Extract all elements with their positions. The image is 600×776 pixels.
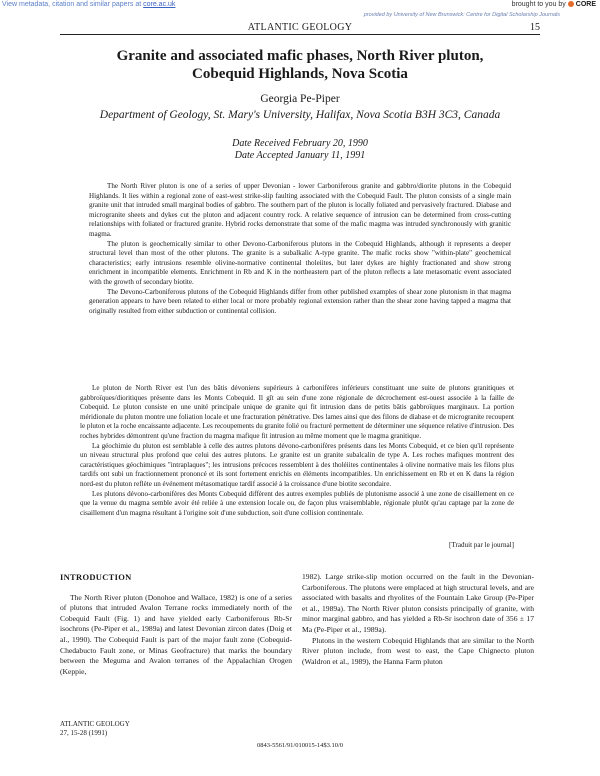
core-banner [0, 0, 600, 9]
body-column-left [60, 572, 292, 677]
body-paragraph: Plutons in the western Cobequid Highlands that are similar to the North River pluton include, from west to east, the Cape Chignecto pluton (Waldron et al., 1989), the Hanna Farm pluton [302, 635, 534, 666]
resume-paragraph: La géochimie du pluton est semblable à celle des autres plutons dévono-carbonifères présents dans les Monts Cobequid, et ce bien qu'il représente un niveau structural plus profond que celui des autres plutons. Le granite est un granite subalcalin de type A. Les roches mafiques montrent des caractéristiques géochimiques "intraplaques"; les intrusions précoces ressemblent à des tholéiites continentales à olivine normative mais les filons plus tardifs ont subi un fractionnement prononcé et ils sont fortement enrichis en éléments incompatibles. Un enrichissement en Rb et en K dans la région nord-est du pluton reflète un événement métasomatique tardif associé à la croissance d'une biotite secondaire. [80, 441, 514, 488]
abstract-paragraph: The North River pluton is one of a series of upper Devonian - lower Carboniferous granite and gabbro/diorite plutons in the Cobequid Highlands. It lies within a regional zone of east-west strike-slip faulting associated with the Cobequid Fault. The pluton consists of a single main granite unit that intruded small marginal bodies of gabbro. The southern part of the pluton is locally foliated and pervasively fractured. Diabase and microgranite sheets and dykes cut the pluton and adjacent country rock. A relative sequence of intrusion can be determined from cross-cutting relationships with foliated or fractured granite. Hybrid rocks demonstrate that some of the mafic magma was intruded synchronously with granitic magma. [89, 182, 511, 238]
footer-journal-name: ATLANTIC GEOLOGY [60, 720, 130, 728]
translator-note: [Traduit par le journal] [449, 541, 514, 549]
author: Georgia Pe-Piper [260, 93, 340, 105]
core-banner-text: View metadata, citation and similar papers at [2, 1, 142, 8]
running-header-journal: ATLANTIC GEOLOGY [247, 22, 353, 33]
paper-title-line2: Cobequid Highlands, Nova Scotia [192, 66, 408, 82]
core-logo-icon [568, 1, 574, 7]
resume-paragraph: Le pluton de North River est l'un des bâtis dévoniens supérieurs à carbonifères inférieurs constituant une suite de plutons granitiques et gabbroïques/dioritiques présente dans les Monts Cobequid. Il gît au sein d'une zone régionale de décrochement est-ouest associée à la faille de Cobequid. Le pluton consiste en une unité principale unique de granite qui fit intrusion dans de petits bâtis gabbroïques marginaux. La portion méridionale du pluton montre une foliation locale et une fracturation pénétrative. Des lames ainsi que des filons de diabase et de microgranite recoupent le pluton et la roche encaissante adjacente. Les recoupements du granite folié ou fracturé permettent de déterminer une séquence relative d'intrusion. Des roches hybrides démontrent qu'une fraction du magma mafique fit intrusion au même moment que le magma granitique. [80, 384, 515, 440]
provided-by-link[interactable]: provided by University of New Brunswick: Centre for Digital Scholarship Journals [363, 12, 560, 18]
resume-french [80, 384, 514, 518]
header-rule [60, 34, 540, 35]
dates [60, 138, 540, 162]
paper-title [60, 47, 540, 83]
body-paragraph: 1982). Large strike-slip motion occurred on the fault in the Devonian-Carboniferous. The plutons were emplaced at high structural levels, and are associated with basalts and rhyolites of the Fountain Lake Group (Pe-Piper et al., 1989a). The North River pluton consists principally of granite, with minor marginal gabbro, and has yielded a Rb-Sr isochron date of 356 ± 17 Ma (Pe-Piper et al., 1989a). [302, 572, 534, 634]
affiliation: Department of Geology, St. Mary's University, Halifax, Nova Scotia B3H 3C3, Canada [99, 109, 501, 121]
abstract [89, 182, 511, 316]
footer-code: 0843-5561/91/010015-14$3.10/0 [256, 742, 344, 749]
paper-title-line1: Granite and associated mafic phases, North River pluton, [116, 48, 484, 64]
abstract-paragraph: The Devono-Carboniferous plutons of the Cobequid Highlands differ from other published examples of shear zone plutonism in that magma generation appears to have been related to either local or more probably regional extension rather than the shear zone having tapped a magma that originally resulted from either subduction or continental collision. [89, 287, 511, 315]
body-paragraph: The North River pluton (Donohoe and Wallace, 1982) is one of a series of plutons that intruded Avalon Terrane rocks immediately north of the Cobequid Fault (Fig. 1) and have yielded early Carboniferous Rb-Sr isochrons (Pe-Piper et al., 1989a) and latest Devonian zircon dates (Doig et al., 1990). The Cobequid Fault is part of the major fault zone (Cobequid-Chedabucto Fault zone, or Minas Geofracture) that marks the boundary between the Meguma and Avalon terranes of the Appalachian Orogen (Keppie, [60, 592, 292, 676]
abstract-paragraph: The pluton is geochemically similar to other Devono-Carboniferous plutons in the Cobequid Highlands, although it represents a deeper structural level than most of the other plutons. The granite is a subalkalic A-type granite. The mafic rocks show "within-plate" geochemical characteristics; early intrusions resemble olivine-normative continental tholeiites, but later dykes are highly fractionated and show strong enrichment in incompatible elements. Enrichment in Rb and K in the northeastern part of the pluton reflects a late metasomatic event associated with the growth of secondary biotite. [89, 239, 511, 286]
section-heading: INTRODUCTION [60, 572, 132, 582]
date-accepted: Date Accepted January 11, 1991 [234, 150, 366, 161]
page-number: 15 [530, 22, 540, 33]
core-brand[interactable]: CORE [575, 1, 596, 8]
date-received: Date Received February 20, 1990 [232, 138, 368, 149]
footer-journal [60, 720, 130, 738]
core-brought-text: brought to you by [511, 1, 566, 8]
core-banner-left [2, 0, 175, 9]
resume-paragraph: Les plutons dévono-carbonifères des Monts Cobequid diffèrent des autres exemples publiés de plutonisme associé à une zone de cisaillement en ce que la venue du magma semble avoir été reliée à une extension locale ou, de façon plus vraisemblable, régionale plutôt qu'au captage par la zone de cisaillement d'un magma résultant à l'origine soit d'une subduction, soit d'une collision continentale. [80, 489, 514, 517]
core-link[interactable]: core.ac.uk [143, 1, 176, 8]
core-banner-right [512, 0, 596, 9]
body-column-right [302, 572, 534, 667]
footer-citation: 27, 15-28 (1991) [60, 729, 108, 737]
